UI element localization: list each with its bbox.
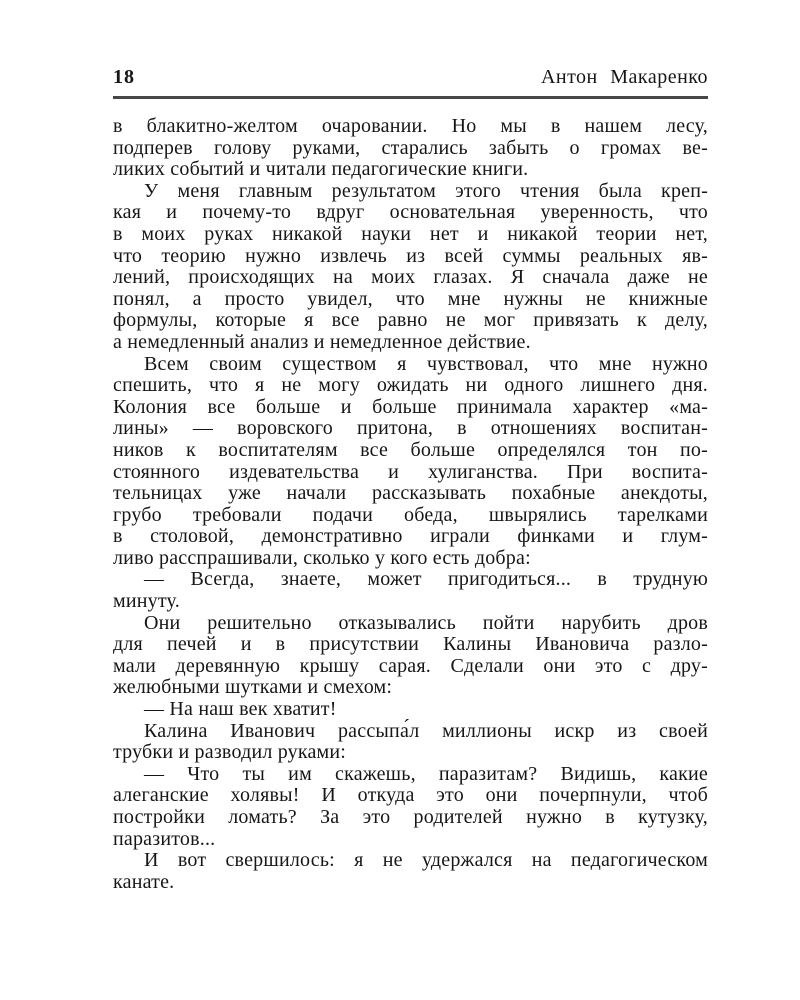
text-line: ников к воспитателям все больше определялся тон по- (113, 438, 708, 461)
text-line: — Что ты им скажешь, паразитам? Видишь, какие (144, 762, 708, 785)
text-line: Они решительно отказывались пойти нарубить дров (144, 611, 708, 634)
text-line: Колония все больше и больше принимала характер «ма- (113, 395, 708, 418)
text-line: И вот свершилось: я не удержался на педагогическом (144, 849, 708, 872)
text-line: трубки и разводил руками: (113, 741, 347, 764)
text-line: в моих руках никакой науки нет и никакой теории нет, (113, 222, 708, 245)
text-line: в столовой, демонстративно играли финками и глум- (113, 525, 708, 548)
text-line: ликих событий и читали педагогические книги. (113, 158, 529, 181)
text-line: Всем своим существом я чувствовал, что мне нужно (144, 352, 708, 375)
text-line: тельницах уже начали рассказывать похабные анекдоты, (113, 482, 708, 505)
text-line: для печей и в присутствии Калины Ивановича разло- (113, 633, 708, 656)
text-line: У меня главным результатом этого чтения была креп- (144, 179, 708, 202)
running-title: Антон Макаренко (540, 66, 708, 88)
text-line: кая и почему-то вдруг основательная уверенность, что (113, 201, 708, 224)
text-line: грубо требовали подачи обеда, швырялись тарелками (113, 503, 708, 526)
text-line: подперев голову руками, старались забыть о громах ве- (113, 136, 708, 159)
page-number: 18 (113, 66, 135, 88)
text-line: понял, а просто увидел, что мне нужны не книжные (113, 287, 708, 310)
text-line: желюбными шутками и смехом: (113, 676, 393, 699)
text-line: в блакитно-желтом очаровании. Но мы в нашем лесу, (113, 115, 708, 137)
text-line: постройки ломать? За это родителей нужно в кутузку, (113, 806, 708, 828)
text-line: алеганские холявы! И откуда это они почерпнули, чтоб (113, 784, 708, 807)
text-line: что теорию нужно извлечь из всей суммы реальных яв- (113, 244, 708, 267)
text-line: Калина Иванович рассыпа́л миллионы искр из своей (144, 719, 708, 742)
text-line: формулы, которые я все равно не мог привязать к делу, (113, 309, 708, 332)
text-line: паразитов... (113, 827, 216, 850)
text-line: мали деревянную крышу сарая. Сделали они это с дру- (113, 654, 708, 677)
text-line: а немедленный анализ и немедленное действие. (113, 330, 531, 353)
page-header (113, 66, 708, 89)
header-rule (113, 96, 708, 99)
text-line: спешить, что я не могу ожидать ни одного лишнего дня. (113, 374, 708, 397)
text-line: лений, происходящих на моих глазах. Я сначала даже не (113, 266, 708, 289)
text-line: канате. (113, 870, 175, 893)
text-line: минуту. (113, 590, 180, 613)
text-line: — На наш век хватит! (144, 698, 337, 721)
page-text (113, 116, 708, 893)
text-line: ливо расспрашивали, сколько у кого есть добра: (113, 546, 531, 569)
text-line: лины» — воровского притона, в отношениях воспитан- (113, 417, 708, 440)
text-line: стоянного издевательства и хулиганства. При воспита- (113, 460, 708, 483)
text-line: — Всегда, знаете, может пригодиться... в трудную (144, 568, 708, 591)
